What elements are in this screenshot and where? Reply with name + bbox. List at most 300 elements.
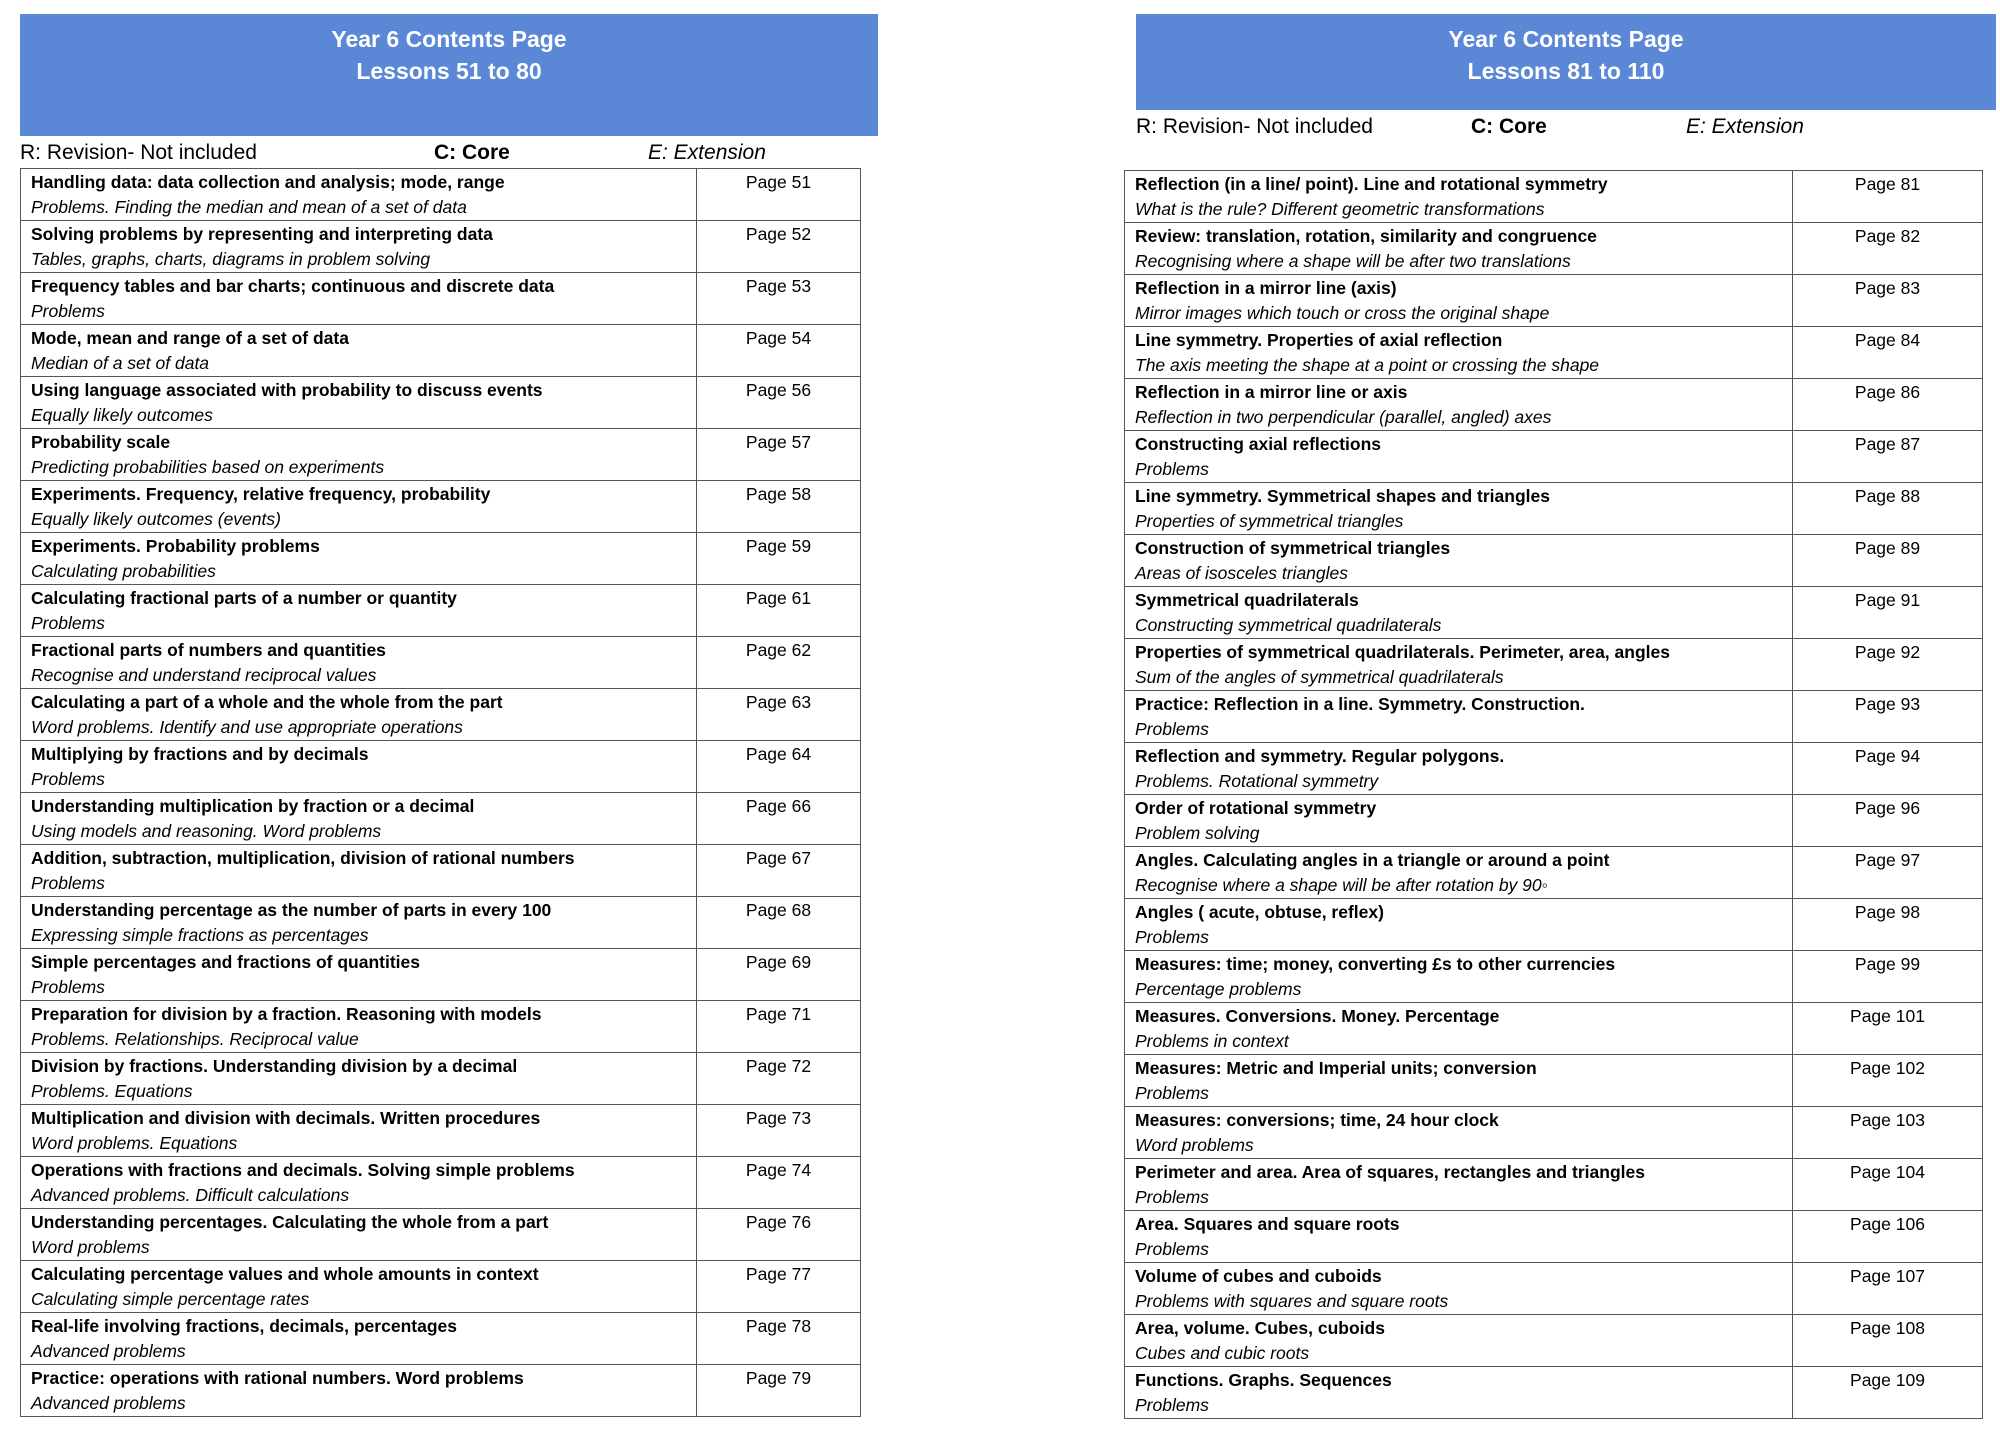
lesson-topic-cell bbox=[21, 377, 697, 429]
page-number: Page 74 bbox=[745, 1160, 812, 1180]
lesson-topic-cell bbox=[21, 1209, 697, 1261]
page-number: Page 94 bbox=[1854, 746, 1921, 766]
table-row bbox=[21, 1261, 861, 1313]
page-number: Page 71 bbox=[745, 1004, 812, 1024]
lesson-subtitle: Calculating probabilities bbox=[31, 561, 216, 581]
page-number: Page 54 bbox=[745, 328, 812, 348]
lesson-topic-cell bbox=[1125, 171, 1793, 223]
lesson-title: Constructing axial reflections bbox=[1135, 434, 1382, 454]
page-number: Page 102 bbox=[1850, 1058, 1925, 1078]
table-row bbox=[1125, 951, 1983, 1003]
lesson-title: Mode, mean and range of a set of data bbox=[31, 328, 349, 348]
table-row bbox=[21, 325, 861, 377]
lesson-topic-cell bbox=[1125, 275, 1793, 327]
lesson-subtitle: Word problems. Equations bbox=[31, 1133, 238, 1153]
page-number-cell bbox=[697, 533, 861, 585]
lesson-title: Experiments. Frequency, relative frequency, probability bbox=[31, 484, 491, 504]
page-number-cell bbox=[697, 1365, 861, 1417]
table-row bbox=[1125, 691, 1983, 743]
lesson-topic-cell bbox=[1125, 1211, 1793, 1263]
contents-table bbox=[1124, 170, 1983, 1419]
lesson-topic-cell bbox=[21, 1261, 697, 1313]
table-row bbox=[1125, 275, 1983, 327]
lesson-subtitle: Mirror images which touch or cross the original shape bbox=[1135, 303, 1550, 323]
lesson-topic-cell bbox=[21, 1313, 697, 1365]
header-title: Year 6 Contents Page bbox=[1448, 26, 1684, 52]
table-row bbox=[1125, 483, 1983, 535]
page-number-cell bbox=[1793, 535, 1983, 587]
page-number: Page 78 bbox=[745, 1316, 812, 1336]
page-number-cell bbox=[1793, 1055, 1983, 1107]
legend-core: C: Core bbox=[434, 141, 510, 164]
page-number-cell bbox=[697, 845, 861, 897]
lesson-topic-cell bbox=[21, 169, 697, 221]
lesson-subtitle: Problems bbox=[31, 613, 105, 633]
lesson-title: Review: translation, rotation, similarity and congruence bbox=[1135, 226, 1597, 246]
contents-table-body bbox=[21, 169, 861, 1417]
page-number: Page 69 bbox=[745, 952, 812, 972]
lesson-subtitle: Areas of isosceles triangles bbox=[1135, 563, 1349, 583]
table-row bbox=[21, 585, 861, 637]
lesson-title: Volume of cubes and cuboids bbox=[1135, 1266, 1382, 1286]
lesson-subtitle: Equally likely outcomes bbox=[31, 405, 213, 425]
page-number: Page 68 bbox=[745, 900, 812, 920]
lesson-subtitle: Properties of symmetrical triangles bbox=[1135, 511, 1404, 531]
page-number: Page 51 bbox=[745, 172, 812, 192]
page-number: Page 67 bbox=[745, 848, 812, 868]
table-row bbox=[21, 741, 861, 793]
page-number-cell bbox=[1793, 1003, 1983, 1055]
lesson-title: Reflection in a mirror line (axis) bbox=[1135, 278, 1397, 298]
lesson-topic-cell bbox=[21, 637, 697, 689]
page-number: Page 93 bbox=[1854, 694, 1921, 714]
table-row bbox=[1125, 1003, 1983, 1055]
header-subtitle: Lessons 51 to 80 bbox=[356, 58, 542, 84]
page-number-cell bbox=[1793, 1315, 1983, 1367]
page-number: Page 91 bbox=[1854, 590, 1921, 610]
lesson-subtitle: Cubes and cubic roots bbox=[1135, 1343, 1310, 1363]
lesson-topic-cell bbox=[1125, 691, 1793, 743]
lesson-subtitle: Problems bbox=[1135, 719, 1209, 739]
page-number-cell bbox=[1793, 639, 1983, 691]
table-row bbox=[1125, 379, 1983, 431]
lesson-title: Reflection in a mirror line or axis bbox=[1135, 382, 1408, 402]
page-number-cell bbox=[1793, 1159, 1983, 1211]
lesson-topic-cell bbox=[21, 845, 697, 897]
lesson-title: Angles ( acute, obtuse, reflex) bbox=[1135, 902, 1384, 922]
lesson-topic-cell bbox=[1125, 431, 1793, 483]
lesson-topic-cell bbox=[1125, 1159, 1793, 1211]
table-row bbox=[1125, 899, 1983, 951]
lesson-title: Division by fractions. Understanding division by a decimal bbox=[31, 1056, 518, 1076]
lesson-topic-cell bbox=[1125, 1263, 1793, 1315]
lesson-subtitle: Constructing symmetrical quadrilaterals bbox=[1135, 615, 1442, 635]
table-row bbox=[1125, 171, 1983, 223]
lesson-title: Multiplication and division with decimals. Written procedures bbox=[31, 1108, 541, 1128]
lesson-title: Measures: time; money, converting £s to other currencies bbox=[1135, 954, 1616, 974]
table-row bbox=[21, 1105, 861, 1157]
table-row bbox=[21, 481, 861, 533]
legend-extension: E: Extension bbox=[1686, 115, 1804, 138]
page-number: Page 109 bbox=[1850, 1370, 1925, 1390]
page-number: Page 77 bbox=[745, 1264, 812, 1284]
page-number-cell bbox=[1793, 379, 1983, 431]
page-number: Page 104 bbox=[1850, 1162, 1925, 1182]
page-header bbox=[1136, 14, 1996, 110]
page-number: Page 89 bbox=[1854, 538, 1921, 558]
lesson-title: Operations with fractions and decimals. Solving simple problems bbox=[31, 1160, 575, 1180]
lesson-topic-cell bbox=[21, 585, 697, 637]
lesson-title: Properties of symmetrical quadrilaterals. Perimeter, area, angles bbox=[1135, 642, 1670, 662]
contents-page-left bbox=[20, 14, 878, 1417]
lesson-title: Measures. Conversions. Money. Percentage bbox=[1135, 1006, 1500, 1026]
lesson-subtitle: Problems. Rotational symmetry bbox=[1135, 771, 1379, 791]
lesson-subtitle: The axis meeting the shape at a point or crossing the shape bbox=[1135, 355, 1600, 375]
page-number: Page 88 bbox=[1854, 486, 1921, 506]
lesson-topic-cell bbox=[21, 221, 697, 273]
table-row bbox=[1125, 1159, 1983, 1211]
table-row bbox=[21, 793, 861, 845]
page-number-cell bbox=[697, 169, 861, 221]
table-row bbox=[21, 1209, 861, 1261]
lesson-topic-cell bbox=[21, 1001, 697, 1053]
table-row bbox=[21, 1157, 861, 1209]
table-row bbox=[21, 637, 861, 689]
lesson-title: Functions. Graphs. Sequences bbox=[1135, 1370, 1392, 1390]
page-number-cell bbox=[697, 1209, 861, 1261]
lesson-topic-cell bbox=[1125, 379, 1793, 431]
lesson-subtitle: Problems in context bbox=[1135, 1031, 1289, 1051]
page-number-cell bbox=[1793, 795, 1983, 847]
page-number-cell bbox=[697, 1261, 861, 1313]
page-number-cell bbox=[697, 481, 861, 533]
page-number: Page 97 bbox=[1854, 850, 1921, 870]
page-number-cell bbox=[697, 325, 861, 377]
lesson-topic-cell bbox=[1125, 951, 1793, 1003]
lesson-title: Preparation for division by a fraction. Reasoning with models bbox=[31, 1004, 542, 1024]
page-number: Page 53 bbox=[745, 276, 812, 296]
lesson-topic-cell bbox=[21, 1365, 697, 1417]
table-row bbox=[1125, 1055, 1983, 1107]
page-number: Page 64 bbox=[745, 744, 812, 764]
page-number-cell bbox=[1793, 275, 1983, 327]
lesson-title: Calculating percentage values and whole amounts in context bbox=[31, 1264, 539, 1284]
lesson-title: Addition, subtraction, multiplication, division of rational numbers bbox=[31, 848, 575, 868]
lesson-topic-cell bbox=[1125, 327, 1793, 379]
lesson-subtitle: Recognise and understand reciprocal values bbox=[31, 665, 377, 685]
lesson-title: Practice: Reflection in a line. Symmetry. Construction. bbox=[1135, 694, 1585, 714]
table-row bbox=[21, 1053, 861, 1105]
table-row bbox=[21, 221, 861, 273]
page-number-cell bbox=[697, 585, 861, 637]
lesson-topic-cell bbox=[1125, 483, 1793, 535]
lesson-subtitle: Equally likely outcomes (events) bbox=[31, 509, 281, 529]
table-row bbox=[21, 169, 861, 221]
lesson-title: Fractional parts of numbers and quantities bbox=[31, 640, 386, 660]
page-number-cell bbox=[697, 1053, 861, 1105]
lesson-title: Practice: operations with rational numbers. Word problems bbox=[31, 1368, 524, 1388]
contents-table bbox=[20, 168, 861, 1417]
table-row bbox=[1125, 847, 1983, 899]
page-number: Page 107 bbox=[1850, 1266, 1925, 1286]
lesson-topic-cell bbox=[1125, 1055, 1793, 1107]
table-row bbox=[1125, 223, 1983, 275]
page-number-cell bbox=[697, 377, 861, 429]
page-number-cell bbox=[697, 1157, 861, 1209]
lesson-topic-cell bbox=[21, 741, 697, 793]
lesson-title: Area. Squares and square roots bbox=[1135, 1214, 1400, 1234]
header-subtitle: Lessons 81 to 110 bbox=[1467, 58, 1665, 84]
lesson-topic-cell bbox=[21, 481, 697, 533]
lesson-subtitle: Predicting probabilities based on experiments bbox=[31, 457, 385, 477]
lesson-subtitle: Tables, graphs, charts, diagrams in problem solving bbox=[31, 249, 431, 269]
lesson-subtitle: Advanced problems bbox=[31, 1393, 186, 1413]
lesson-title: Experiments. Probability problems bbox=[31, 536, 320, 556]
lesson-title: Understanding multiplication by fraction or a decimal bbox=[31, 796, 475, 816]
lesson-subtitle: Problems bbox=[1135, 927, 1209, 947]
page-number-cell bbox=[1793, 1107, 1983, 1159]
page-number: Page 83 bbox=[1854, 278, 1921, 298]
page-number-cell bbox=[1793, 951, 1983, 1003]
lesson-subtitle: Advanced problems bbox=[31, 1341, 186, 1361]
page-number: Page 59 bbox=[745, 536, 812, 556]
lesson-subtitle: Recognising where a shape will be after two translations bbox=[1135, 251, 1571, 271]
lesson-subtitle: Word problems bbox=[1135, 1135, 1254, 1155]
legend-revision: R: Revision- Not included bbox=[20, 141, 257, 164]
page-number: Page 66 bbox=[745, 796, 812, 816]
lesson-subtitle: Problems. Relationships. Reciprocal value bbox=[31, 1029, 359, 1049]
lesson-title: Real-life involving fractions, decimals, percentages bbox=[31, 1316, 457, 1336]
lesson-subtitle: Problems bbox=[31, 301, 105, 321]
page-number: Page 62 bbox=[745, 640, 812, 660]
table-row bbox=[1125, 1211, 1983, 1263]
lesson-subtitle: Problems bbox=[1135, 1239, 1209, 1259]
lesson-topic-cell bbox=[21, 689, 697, 741]
page-number-cell bbox=[697, 949, 861, 1001]
header-title: Year 6 Contents Page bbox=[331, 26, 567, 52]
lesson-subtitle: Using models and reasoning. Word problems bbox=[31, 821, 382, 841]
lesson-topic-cell bbox=[1125, 795, 1793, 847]
page-number-cell bbox=[1793, 847, 1983, 899]
table-row bbox=[21, 1313, 861, 1365]
table-row bbox=[21, 689, 861, 741]
page-number: Page 52 bbox=[745, 224, 812, 244]
page-number: Page 108 bbox=[1850, 1318, 1925, 1338]
page-number-cell bbox=[697, 1313, 861, 1365]
lesson-subtitle: Problems bbox=[31, 769, 105, 789]
page-number-cell bbox=[697, 741, 861, 793]
lesson-subtitle: Expressing simple fractions as percentages bbox=[31, 925, 369, 945]
lesson-topic-cell bbox=[21, 273, 697, 325]
page-number-cell bbox=[1793, 483, 1983, 535]
lesson-subtitle: Problems bbox=[1135, 1083, 1209, 1103]
page-number: Page 99 bbox=[1854, 954, 1921, 974]
table-row bbox=[21, 533, 861, 585]
page-number: Page 61 bbox=[745, 588, 812, 608]
lesson-topic-cell bbox=[1125, 847, 1793, 899]
table-row bbox=[1125, 1367, 1983, 1419]
lesson-topic-cell bbox=[1125, 587, 1793, 639]
lesson-subtitle: Median of a set of data bbox=[31, 353, 210, 373]
lesson-title: Frequency tables and bar charts; continuous and discrete data bbox=[31, 276, 555, 296]
page-number-cell bbox=[1793, 431, 1983, 483]
lesson-title: Solving problems by representing and interpreting data bbox=[31, 224, 493, 244]
page-number: Page 76 bbox=[745, 1212, 812, 1232]
lesson-topic-cell bbox=[21, 1053, 697, 1105]
lesson-subtitle: Advanced problems. Difficult calculations bbox=[31, 1185, 350, 1205]
table-row bbox=[1125, 327, 1983, 379]
page-number: Page 87 bbox=[1854, 434, 1921, 454]
table-row bbox=[21, 897, 861, 949]
page-number: Page 73 bbox=[745, 1108, 812, 1128]
page-number: Page 81 bbox=[1854, 174, 1921, 194]
lesson-subtitle: Reflection in two perpendicular (parallel, angled) axes bbox=[1135, 407, 1552, 427]
page-number-cell bbox=[697, 1001, 861, 1053]
lesson-topic-cell bbox=[21, 1157, 697, 1209]
page-number: Page 63 bbox=[745, 692, 812, 712]
lesson-title: Calculating a part of a whole and the whole from the part bbox=[31, 692, 503, 712]
lesson-title: Reflection and symmetry. Regular polygons. bbox=[1135, 746, 1505, 766]
lesson-title: Order of rotational symmetry bbox=[1135, 798, 1377, 818]
page-number: Page 98 bbox=[1854, 902, 1921, 922]
lesson-subtitle: Problems bbox=[1135, 1187, 1209, 1207]
lesson-topic-cell bbox=[21, 325, 697, 377]
lesson-title: Reflection (in a line/ point). Line and rotational symmetry bbox=[1135, 174, 1608, 194]
lesson-subtitle: Problems with squares and square roots bbox=[1135, 1291, 1449, 1311]
lesson-title: Probability scale bbox=[31, 432, 171, 452]
lesson-title: Symmetrical quadrilaterals bbox=[1135, 590, 1359, 610]
lesson-title: Understanding percentages. Calculating the whole from a part bbox=[31, 1212, 549, 1232]
table-row bbox=[1125, 1315, 1983, 1367]
page-number: Page 57 bbox=[745, 432, 812, 452]
table-row bbox=[1125, 1107, 1983, 1159]
page-number-cell bbox=[1793, 1263, 1983, 1315]
table-row bbox=[1125, 1263, 1983, 1315]
lesson-topic-cell bbox=[1125, 639, 1793, 691]
lesson-subtitle: Word problems bbox=[31, 1237, 150, 1257]
lesson-subtitle: Problems. Equations bbox=[31, 1081, 193, 1101]
table-row bbox=[21, 273, 861, 325]
table-row bbox=[1125, 743, 1983, 795]
lesson-topic-cell bbox=[21, 1105, 697, 1157]
lesson-title: Understanding percentage as the number of parts in every 100 bbox=[31, 900, 552, 920]
lesson-subtitle: Calculating simple percentage rates bbox=[31, 1289, 310, 1309]
page-number-cell bbox=[1793, 1211, 1983, 1263]
table-row bbox=[1125, 431, 1983, 483]
lesson-title: Measures: conversions; time, 24 hour clock bbox=[1135, 1110, 1499, 1130]
lesson-topic-cell bbox=[21, 897, 697, 949]
table-row bbox=[21, 377, 861, 429]
lesson-subtitle: Problems bbox=[1135, 1395, 1209, 1415]
page-number: Page 56 bbox=[745, 380, 812, 400]
lesson-subtitle: Sum of the angles of symmetrical quadrilaterals bbox=[1135, 667, 1504, 687]
table-row bbox=[21, 949, 861, 1001]
lesson-topic-cell bbox=[1125, 1367, 1793, 1419]
page-number-cell bbox=[697, 273, 861, 325]
lesson-subtitle: What is the rule? Different geometric transformations bbox=[1135, 199, 1545, 219]
contents-table-body bbox=[1125, 171, 1983, 1419]
lesson-topic-cell bbox=[1125, 743, 1793, 795]
lesson-title: Line symmetry. Properties of axial reflection bbox=[1135, 330, 1503, 350]
lesson-title: Using language associated with probability to discuss events bbox=[31, 380, 543, 400]
lesson-topic-cell bbox=[21, 533, 697, 585]
page-number-cell bbox=[1793, 899, 1983, 951]
lesson-title: Angles. Calculating angles in a triangle or around a point bbox=[1135, 850, 1610, 870]
page-number-cell bbox=[1793, 1367, 1983, 1419]
lesson-topic-cell bbox=[1125, 535, 1793, 587]
page-number: Page 106 bbox=[1850, 1214, 1925, 1234]
page-number: Page 103 bbox=[1850, 1110, 1925, 1130]
lesson-subtitle: Problems. Finding the median and mean of a set of data bbox=[31, 197, 467, 217]
table-row bbox=[1125, 535, 1983, 587]
page-number-cell bbox=[1793, 743, 1983, 795]
legend-extension: E: Extension bbox=[648, 141, 766, 164]
page-number-cell bbox=[697, 221, 861, 273]
lesson-subtitle: Problem solving bbox=[1135, 823, 1260, 843]
lesson-topic-cell bbox=[1125, 1003, 1793, 1055]
lesson-title: Line symmetry. Symmetrical shapes and triangles bbox=[1135, 486, 1550, 506]
lesson-title: Perimeter and area. Area of squares, rectangles and triangles bbox=[1135, 1162, 1645, 1182]
page-number-cell bbox=[697, 429, 861, 481]
page-number-cell bbox=[1793, 587, 1983, 639]
lesson-topic-cell bbox=[21, 429, 697, 481]
table-row bbox=[21, 429, 861, 481]
lesson-topic-cell bbox=[21, 949, 697, 1001]
page-number: Page 101 bbox=[1850, 1006, 1925, 1026]
legend-revision: R: Revision- Not included bbox=[1136, 115, 1373, 138]
table-row bbox=[1125, 587, 1983, 639]
lesson-subtitle: Recognise where a shape will be after rotation by 90◦ bbox=[1135, 875, 1548, 895]
table-row bbox=[1125, 639, 1983, 691]
lesson-title: Simple percentages and fractions of quantities bbox=[31, 952, 420, 972]
table-row bbox=[21, 1001, 861, 1053]
page-number: Page 58 bbox=[745, 484, 812, 504]
page-number: Page 92 bbox=[1854, 642, 1921, 662]
lesson-topic-cell bbox=[21, 793, 697, 845]
lesson-subtitle: Problems bbox=[31, 977, 105, 997]
page-number-cell bbox=[697, 637, 861, 689]
lesson-subtitle: Word problems. Identify and use appropriate operations bbox=[31, 717, 463, 737]
page-number: Page 84 bbox=[1854, 330, 1921, 350]
legend bbox=[20, 138, 878, 168]
table-row bbox=[21, 1365, 861, 1417]
lesson-title: Construction of symmetrical triangles bbox=[1135, 538, 1451, 558]
lesson-title: Multiplying by fractions and by decimals bbox=[31, 744, 369, 764]
page-number-cell bbox=[1793, 171, 1983, 223]
lesson-topic-cell bbox=[1125, 899, 1793, 951]
page-number: Page 96 bbox=[1854, 798, 1921, 818]
legend-core: C: Core bbox=[1471, 115, 1547, 138]
lesson-topic-cell bbox=[1125, 223, 1793, 275]
page-header bbox=[20, 14, 878, 136]
lesson-subtitle: Problems bbox=[31, 873, 105, 893]
page-number-cell bbox=[697, 1105, 861, 1157]
page-number-cell bbox=[1793, 223, 1983, 275]
lesson-title: Area, volume. Cubes, cuboids bbox=[1135, 1318, 1385, 1338]
contents-page-right bbox=[1136, 14, 1996, 1419]
table-row bbox=[21, 845, 861, 897]
lesson-subtitle: Problems bbox=[1135, 459, 1209, 479]
lesson-title: Measures: Metric and Imperial units; conversion bbox=[1135, 1058, 1537, 1078]
table-row bbox=[1125, 795, 1983, 847]
page-number-cell bbox=[1793, 327, 1983, 379]
page-number: Page 72 bbox=[745, 1056, 812, 1076]
lesson-title: Calculating fractional parts of a number or quantity bbox=[31, 588, 457, 608]
page-number-cell bbox=[697, 793, 861, 845]
page-number: Page 86 bbox=[1854, 382, 1921, 402]
page-number-cell bbox=[697, 897, 861, 949]
page-number: Page 79 bbox=[745, 1368, 812, 1388]
